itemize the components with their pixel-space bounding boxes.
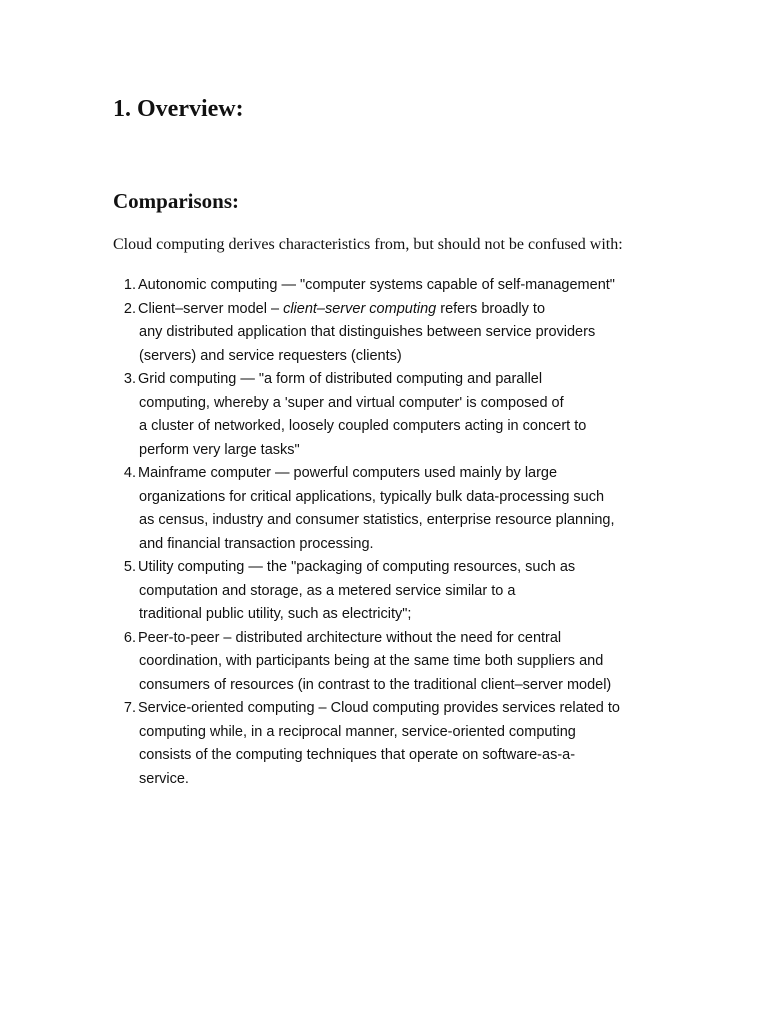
list-item-line: organizations for critical applications, typically bulk data-processing such bbox=[139, 488, 605, 505]
list-item-line: Utility computing — the "packaging of computing resources, such as bbox=[138, 559, 576, 575]
list-item-line bbox=[138, 298, 713, 322]
list-item-text bbox=[138, 556, 713, 627]
list-item-number: 5. bbox=[123, 559, 136, 575]
list-item-line-suffix: refers broadly to bbox=[436, 300, 546, 317]
list-item-line: Peer-to-peer – distributed architecture without the need for central bbox=[138, 629, 562, 646]
list-item-line-prefix: Client–server model – bbox=[138, 300, 284, 317]
list-item-line: a cluster of networked, loosely coupled computers acting in concert to bbox=[139, 418, 587, 434]
list-item bbox=[113, 697, 713, 791]
list-item-line: perform very large tasks" bbox=[139, 441, 300, 458]
list-item-text bbox=[138, 274, 713, 298]
list-item-line: consists of the computing techniques that operate on software-as-a- bbox=[139, 747, 576, 763]
list-item-text bbox=[138, 368, 713, 462]
list-item-line: as census, industry and consumer statistics, enterprise resource planning, bbox=[139, 512, 615, 528]
list-item-line: Grid computing — "a form of distributed computing and parallel bbox=[138, 371, 543, 387]
list-item bbox=[113, 556, 713, 627]
comparison-list bbox=[113, 274, 713, 791]
list-item-number: 7. bbox=[123, 700, 136, 716]
list-item bbox=[113, 274, 713, 298]
list-item-line: coordination, with participants being at the same time both suppliers and bbox=[139, 653, 604, 669]
page-title: 1. Overview: bbox=[113, 96, 244, 122]
list-item-line: computing, whereby a 'super and virtual computer' is composed of bbox=[139, 394, 564, 411]
list-item bbox=[113, 368, 713, 462]
list-item-line: Service-oriented computing – Cloud computing provides services related to bbox=[138, 700, 620, 716]
list-item-line: any distributed application that distinguishes between service providers bbox=[139, 324, 596, 340]
section-heading: Comparisons: bbox=[113, 189, 240, 213]
list-item-number: 6. bbox=[123, 629, 136, 646]
list-item-line: Mainframe computer — powerful computers used mainly by large bbox=[138, 465, 558, 481]
list-item-line: and financial transaction processing. bbox=[139, 535, 374, 552]
list-item-number: 1. bbox=[123, 277, 136, 293]
list-item bbox=[113, 627, 713, 698]
list-item bbox=[113, 298, 713, 369]
list-item-text bbox=[138, 298, 713, 369]
list-item-text bbox=[138, 697, 713, 791]
list-item-text bbox=[138, 462, 713, 556]
list-item-line: service. bbox=[139, 770, 189, 787]
list-item-line: Autonomic computing — "computer systems capable of self-management" bbox=[138, 277, 615, 293]
list-item-line: traditional public utility, such as electricity"; bbox=[139, 606, 412, 622]
list-item-line: computation and storage, as a metered service similar to a bbox=[139, 582, 516, 599]
list-item bbox=[113, 462, 713, 556]
list-item-number: 2. bbox=[123, 300, 136, 317]
italic-term: client–server computing bbox=[283, 300, 437, 317]
list-item-number: 3. bbox=[123, 371, 136, 387]
list-item-line: consumers of resources (in contrast to the traditional client–server model) bbox=[139, 676, 612, 693]
list-item-line: (servers) and service requesters (clients) bbox=[139, 347, 402, 364]
list-item-line: computing while, in a reciprocal manner, service-oriented computing bbox=[139, 723, 576, 740]
intro-paragraph: Cloud computing derives characteristics from, but should not be confused with: bbox=[113, 236, 623, 253]
list-item-number: 4. bbox=[123, 465, 136, 481]
list-item-text bbox=[138, 627, 713, 698]
